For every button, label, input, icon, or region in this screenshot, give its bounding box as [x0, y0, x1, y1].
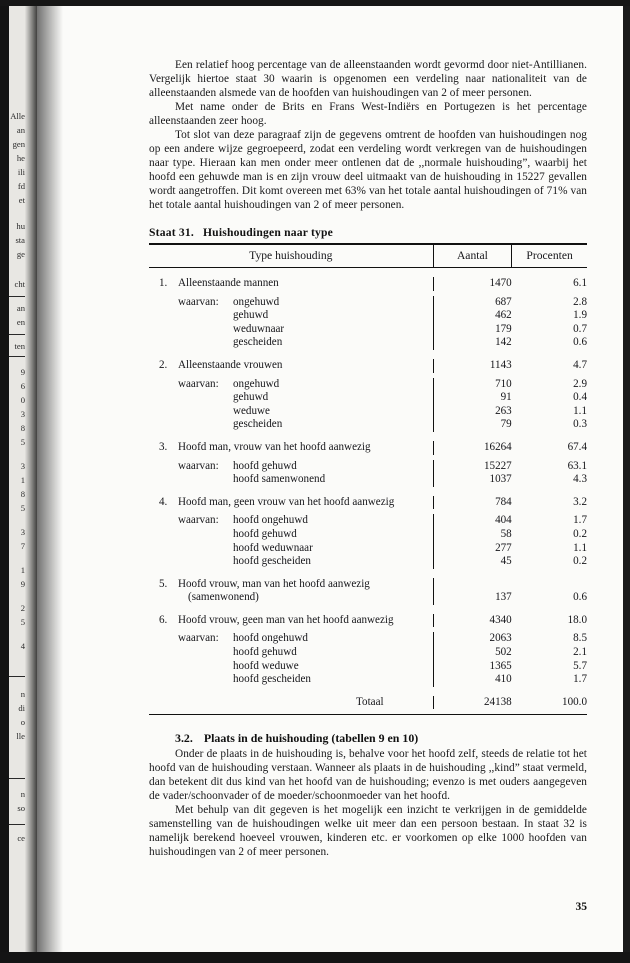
adjacent-page-fragment: ten [14, 341, 25, 351]
adjacent-page-fragment: 0 [20, 395, 25, 405]
section-number: 3.2. [175, 731, 193, 746]
adjacent-page-fragment: ili [17, 167, 25, 177]
table-row-sub [149, 296, 587, 310]
adjacent-page-rule [9, 778, 25, 779]
cell-procenten: 2.1 [573, 646, 587, 659]
adjacent-page-rule [9, 356, 25, 357]
sub-label: weduwnaar [233, 322, 285, 335]
cell-procenten: 0.2 [573, 555, 587, 568]
cell-aantal: 1143 [489, 358, 512, 371]
cell-type [149, 460, 433, 474]
cell-procenten: 100.0 [562, 695, 587, 708]
adjacent-page-fragment: 5 [20, 503, 25, 513]
table-row-group [149, 614, 587, 628]
sub-label: hoofd gescheiden [233, 555, 311, 568]
table-row-sub [149, 632, 587, 646]
sub-label: gehuwd [233, 391, 269, 404]
group-number: 1. [159, 277, 168, 289]
scan-border-left [0, 0, 9, 963]
cell-type [149, 660, 433, 674]
section-3-2 [149, 731, 587, 859]
cell-aantal: 1470 [489, 277, 512, 289]
table-row-sub [149, 323, 587, 337]
group-number: 5. [159, 577, 168, 590]
sub-label: hoofd gehuwd [233, 527, 297, 540]
table-header-row [149, 245, 587, 268]
cell-procenten: 0.2 [573, 527, 587, 540]
cell-procenten: 18.0 [567, 613, 587, 626]
cell-aantal: 142 [495, 336, 512, 349]
cell-procenten: 0.3 [573, 418, 587, 431]
adjacent-page-fragment: 3 [20, 527, 25, 537]
cell-type [149, 632, 433, 646]
sub-label: hoofd ongehuwd [233, 514, 308, 527]
adjacent-page-fragment: n [20, 789, 25, 799]
cell-type [149, 441, 433, 455]
table-spacer-row [149, 268, 587, 277]
cell-aantal: 15227 [483, 459, 512, 472]
adjacent-page-fragment: so [17, 803, 25, 813]
adjacent-page-fragment: Alle [10, 111, 25, 121]
adjacent-page-fragment: cht [14, 279, 25, 289]
cell-type [149, 359, 433, 373]
cell-procenten: 6.1 [573, 277, 587, 289]
table-row-sub [149, 405, 587, 419]
cell-aantal: 710 [495, 377, 512, 390]
table-row-sub [149, 514, 587, 528]
cell-type [149, 591, 433, 605]
cell-procenten: 1.7 [573, 514, 587, 527]
group-number: 6. [159, 613, 168, 626]
adjacent-page-fragment: et [18, 195, 25, 205]
group-number: 2. [159, 358, 168, 371]
sub-label: ongehuwd [233, 377, 280, 390]
cell-procenten: 0.6 [573, 591, 587, 604]
sub-label: hoofd samenwonend [233, 473, 326, 486]
adjacent-page-fragment: hu [16, 221, 25, 231]
cell-aantal: 263 [495, 404, 512, 417]
cell-type [149, 277, 433, 291]
cell-procenten: 4.3 [573, 473, 587, 486]
cell-aantal: 4340 [489, 613, 512, 626]
group-label: Hoofd vrouw, man van het hoofd aanwezig [178, 577, 370, 590]
table-row-sub [149, 555, 587, 569]
group-label: Hoofd man, vrouw van het hoofd aanwezig [178, 440, 371, 453]
cell-procenten [512, 578, 587, 592]
sub-label: hoofd gehuwd [233, 646, 297, 659]
cell-aantal: 137 [495, 591, 512, 604]
gutter-shadow [25, 0, 37, 963]
table-row-group [149, 496, 587, 510]
section-paragraph-2: Met behulp van dit gegeven is het mogelijk een inzicht te verkrijgen in de gemiddelde samenstelling van de huishoudingen welke uit meer dan een persoon bestaan. In staat 32 is namelijk berekend hoeveel vrouwen, kinderen etc. er voorkomen op elke 1000 hoofden van huishoudingen van 2 of meer personen. [149, 804, 587, 859]
adjacent-page-fragment: 9 [20, 579, 25, 589]
table-row-sub [149, 660, 587, 674]
column-header-procenten: Procenten [526, 249, 573, 262]
table-row-sub [149, 309, 587, 323]
table-caption-title: Huishoudingen naar type [202, 226, 333, 239]
adjacent-page-fragment: ce [17, 833, 25, 843]
table-row-sub [149, 646, 587, 660]
column-header-type: Type huishouding [149, 245, 433, 268]
adjacent-page-fragment: 1 [20, 565, 25, 575]
adjacent-page-fragment: ge [16, 249, 25, 259]
intro-paragraph-2: Met name onder de Brits en Frans West-Indiërs en Portugezen is het percentage alleenstaanden zeer hoog. [149, 101, 587, 127]
cell-type [149, 614, 433, 628]
households-by-type-table [149, 243, 587, 715]
cell-procenten: 1.9 [573, 309, 587, 322]
group-label: Hoofd vrouw, geen man van het hoofd aanwezig [178, 613, 394, 626]
cell-aantal: 277 [495, 541, 512, 554]
adjacent-page-fragment: o [20, 717, 25, 727]
adjacent-page-rule [9, 676, 25, 677]
cell-type [149, 391, 433, 405]
adjacent-page-fragment: 1 [20, 475, 25, 485]
adjacent-page-fragment: 4 [20, 641, 25, 651]
page-sheet [37, 0, 623, 963]
cell-type [149, 296, 433, 310]
adjacent-page-fragment: 9 [20, 367, 25, 377]
cell-type [149, 514, 433, 528]
waarvan-label: waarvan: ongehuwd [178, 295, 280, 308]
cell-aantal: 1365 [489, 659, 512, 672]
cell-procenten: 0.6 [573, 336, 587, 349]
adjacent-page-sliver [9, 0, 37, 963]
waarvan-label: waarvan: ongehuwd [178, 377, 280, 390]
scan-border-top [0, 0, 630, 6]
total-label: Totaal [356, 695, 384, 708]
table-row-sub [149, 673, 587, 687]
sub-label: hoofd weduwnaar [233, 541, 313, 554]
adjacent-page-fragment: an [16, 303, 25, 313]
table-row-group [149, 578, 587, 592]
cell-aantal: 45 [500, 555, 512, 568]
cell-procenten: 5.7 [573, 659, 587, 672]
adjacent-page-fragment: he [16, 153, 25, 163]
cell-aantal: 687 [495, 295, 512, 308]
sub-label: gescheiden [233, 418, 283, 431]
group-number: 3. [159, 440, 168, 453]
adjacent-page-fragment: 6 [20, 381, 25, 391]
table-bottom-rule [149, 715, 587, 716]
cell-aantal: 91 [500, 391, 512, 404]
table-row-sub [149, 336, 587, 350]
cell-aantal: 410 [495, 673, 512, 686]
table-row-sub [149, 528, 587, 542]
group-label: Alleenstaande mannen [178, 277, 279, 289]
table-row-sub [149, 542, 587, 556]
table-spacer-row [149, 569, 587, 578]
cell-procenten: 0.7 [573, 322, 587, 335]
group-label: Hoofd man, geen vrouw van het hoofd aanwezig [178, 495, 395, 508]
waarvan-label: waarvan: hoofd gehuwd [178, 459, 297, 472]
adjacent-page-fragment: an [16, 125, 25, 135]
section-paragraph-1: Onder de plaats in de huishouding is, behalve voor het hoofd zelf, steeds de relatie tot het hoofd van de huishouding verstaan. Wanneer als plaats in de huishouding ,,kind” staat vermeld, dan betekent dit dus kind van het hoofd van de huishouding; evenzo is met ouders aangegeven de vader/schoonvader of de moeder/schoonmoeder van het hoofd. [149, 748, 587, 803]
cell-type [149, 578, 433, 592]
table-spacer-row [149, 605, 587, 614]
adjacent-page-fragment: 8 [20, 423, 25, 433]
table-caption-number: Staat 31. [149, 226, 194, 239]
cell-aantal: 24138 [483, 695, 512, 708]
sub-label: hoofd gehuwd [233, 459, 297, 472]
cell-aantal: 784 [495, 495, 512, 508]
adjacent-page-fragment: lle [16, 731, 25, 741]
table-caption [149, 226, 587, 239]
sub-label: hoofd ongehuwd [233, 632, 308, 645]
cell-type [149, 336, 433, 350]
adjacent-page-fragment: 5 [20, 437, 25, 447]
column-header-aantal: Aantal [433, 245, 512, 268]
cell-procenten: 4.7 [573, 358, 587, 371]
table-spacer-row [149, 432, 587, 441]
sub-label: hoofd gescheiden [233, 673, 311, 686]
sub-label: hoofd weduwe [233, 659, 299, 672]
cell-aantal: 79 [500, 418, 512, 431]
table-spacer-row [149, 687, 587, 696]
cell-type [149, 405, 433, 419]
adjacent-page-fragment: fd [17, 181, 25, 191]
group-label-continued: (samenwonend) [188, 591, 259, 604]
cell-type [149, 646, 433, 660]
group-label: Alleenstaande vrouwen [178, 358, 283, 371]
section-title: Plaats in de huishouding (tabellen 9 en 10) [203, 731, 419, 746]
adjacent-page-fragment: 8 [20, 489, 25, 499]
cell-aantal [433, 578, 512, 592]
cell-type [149, 378, 433, 392]
cell-procenten: 3.2 [573, 495, 587, 508]
table-row-sub [149, 378, 587, 392]
waarvan-label: waarvan: hoofd ongehuwd [178, 514, 308, 527]
cell-type [149, 673, 433, 687]
cell-aantal: 2063 [489, 632, 512, 645]
table-row-sub [149, 418, 587, 432]
sub-label: weduwe [233, 404, 270, 417]
cell-type [149, 323, 433, 337]
table-row-group [149, 277, 587, 291]
table-row-group [149, 359, 587, 373]
adjacent-page-fragment: sta [15, 235, 25, 245]
cell-procenten: 0.4 [573, 391, 587, 404]
cell-procenten: 2.8 [573, 295, 587, 308]
adjacent-page-fragment: gen [12, 139, 25, 149]
scan-border-bottom [0, 952, 630, 963]
adjacent-page-rule [9, 334, 25, 335]
table-row-sub [149, 460, 587, 474]
table-spacer-row [149, 487, 587, 496]
cell-procenten: 8.5 [573, 632, 587, 645]
adjacent-page-fragment: 3 [20, 461, 25, 471]
cell-type [149, 473, 433, 487]
cell-type [149, 555, 433, 569]
intro-paragraph-1: Een relatief hoog percentage van de alleenstaanden wordt gevormd door niet-Antillianen. Vergelijk hiertoe staat 30 waarin is opgenomen een verdeling naar nationaliteit van de alleenstaanden alsmede van de hoofden van huishoudingen van 2 of meer personen. [149, 59, 587, 99]
cell-procenten: 1.1 [573, 404, 587, 417]
table-row-sub [149, 473, 587, 487]
table-row-group-cont [149, 591, 587, 605]
cell-type [149, 496, 433, 510]
section-heading [149, 731, 587, 746]
cell-aantal: 502 [495, 646, 512, 659]
intro-section [149, 58, 587, 212]
waarvan-label: waarvan: hoofd ongehuwd [178, 632, 308, 645]
page-content [149, 58, 587, 859]
adjacent-page-fragment: en [16, 317, 25, 327]
table-spacer-row [149, 350, 587, 359]
table-row-total [149, 696, 587, 710]
cell-procenten: 1.1 [573, 541, 587, 554]
adjacent-page-fragment: n [20, 689, 25, 699]
cell-aantal: 404 [495, 514, 512, 527]
cell-type [149, 528, 433, 542]
adjacent-page-rule [9, 296, 25, 297]
adjacent-page-rule [9, 824, 25, 825]
adjacent-page-fragment: 7 [20, 541, 25, 551]
cell-procenten: 63.1 [567, 459, 587, 472]
page-number: 35 [575, 901, 587, 913]
cell-type [149, 418, 433, 432]
scan-border-right [623, 0, 630, 963]
cell-procenten: 67.4 [567, 440, 587, 453]
cell-aantal: 1037 [489, 473, 512, 486]
cell-aantal: 58 [500, 527, 512, 540]
table-row-sub [149, 391, 587, 405]
adjacent-page-fragment: 2 [20, 603, 25, 613]
cell-type [149, 309, 433, 323]
sub-label: gehuwd [233, 309, 269, 322]
cell-aantal: 179 [495, 322, 512, 335]
cell-aantal: 16264 [483, 440, 512, 453]
cell-procenten: 2.9 [573, 377, 587, 390]
cell-type [149, 542, 433, 556]
sub-label: ongehuwd [233, 295, 280, 308]
cell-type [149, 696, 433, 710]
sub-label: gescheiden [233, 336, 283, 349]
group-number: 4. [159, 495, 168, 508]
intro-paragraph-3: Tot slot van deze paragraaf zijn de gegevens omtrent de hoofden van huishoudingen nog op een andere wijze gegroepeerd, zodat een verdeling wordt verkregen van de huishoudingen naar type. Hieraan kan men onder meer ontlenen dat de ,,normale huishouding”, waarbij het hoofd een gehuwde man is en zijn vrouw deel uitmaakt van de huishouding in 15227 gevallen wordt aangetroffen. Dit komt overeen met 63% van het totale aantal huishoudingen of 71% van het totale aantal huishoudingen van 2 of meer personen. [149, 129, 587, 211]
statistical-table-block [149, 226, 587, 715]
cell-aantal: 462 [495, 309, 512, 322]
adjacent-page-fragment: 5 [20, 617, 25, 627]
adjacent-page-fragment: di [18, 703, 25, 713]
cell-procenten: 1.7 [573, 673, 587, 686]
table-row-group [149, 441, 587, 455]
adjacent-page-fragment: 3 [20, 409, 25, 419]
